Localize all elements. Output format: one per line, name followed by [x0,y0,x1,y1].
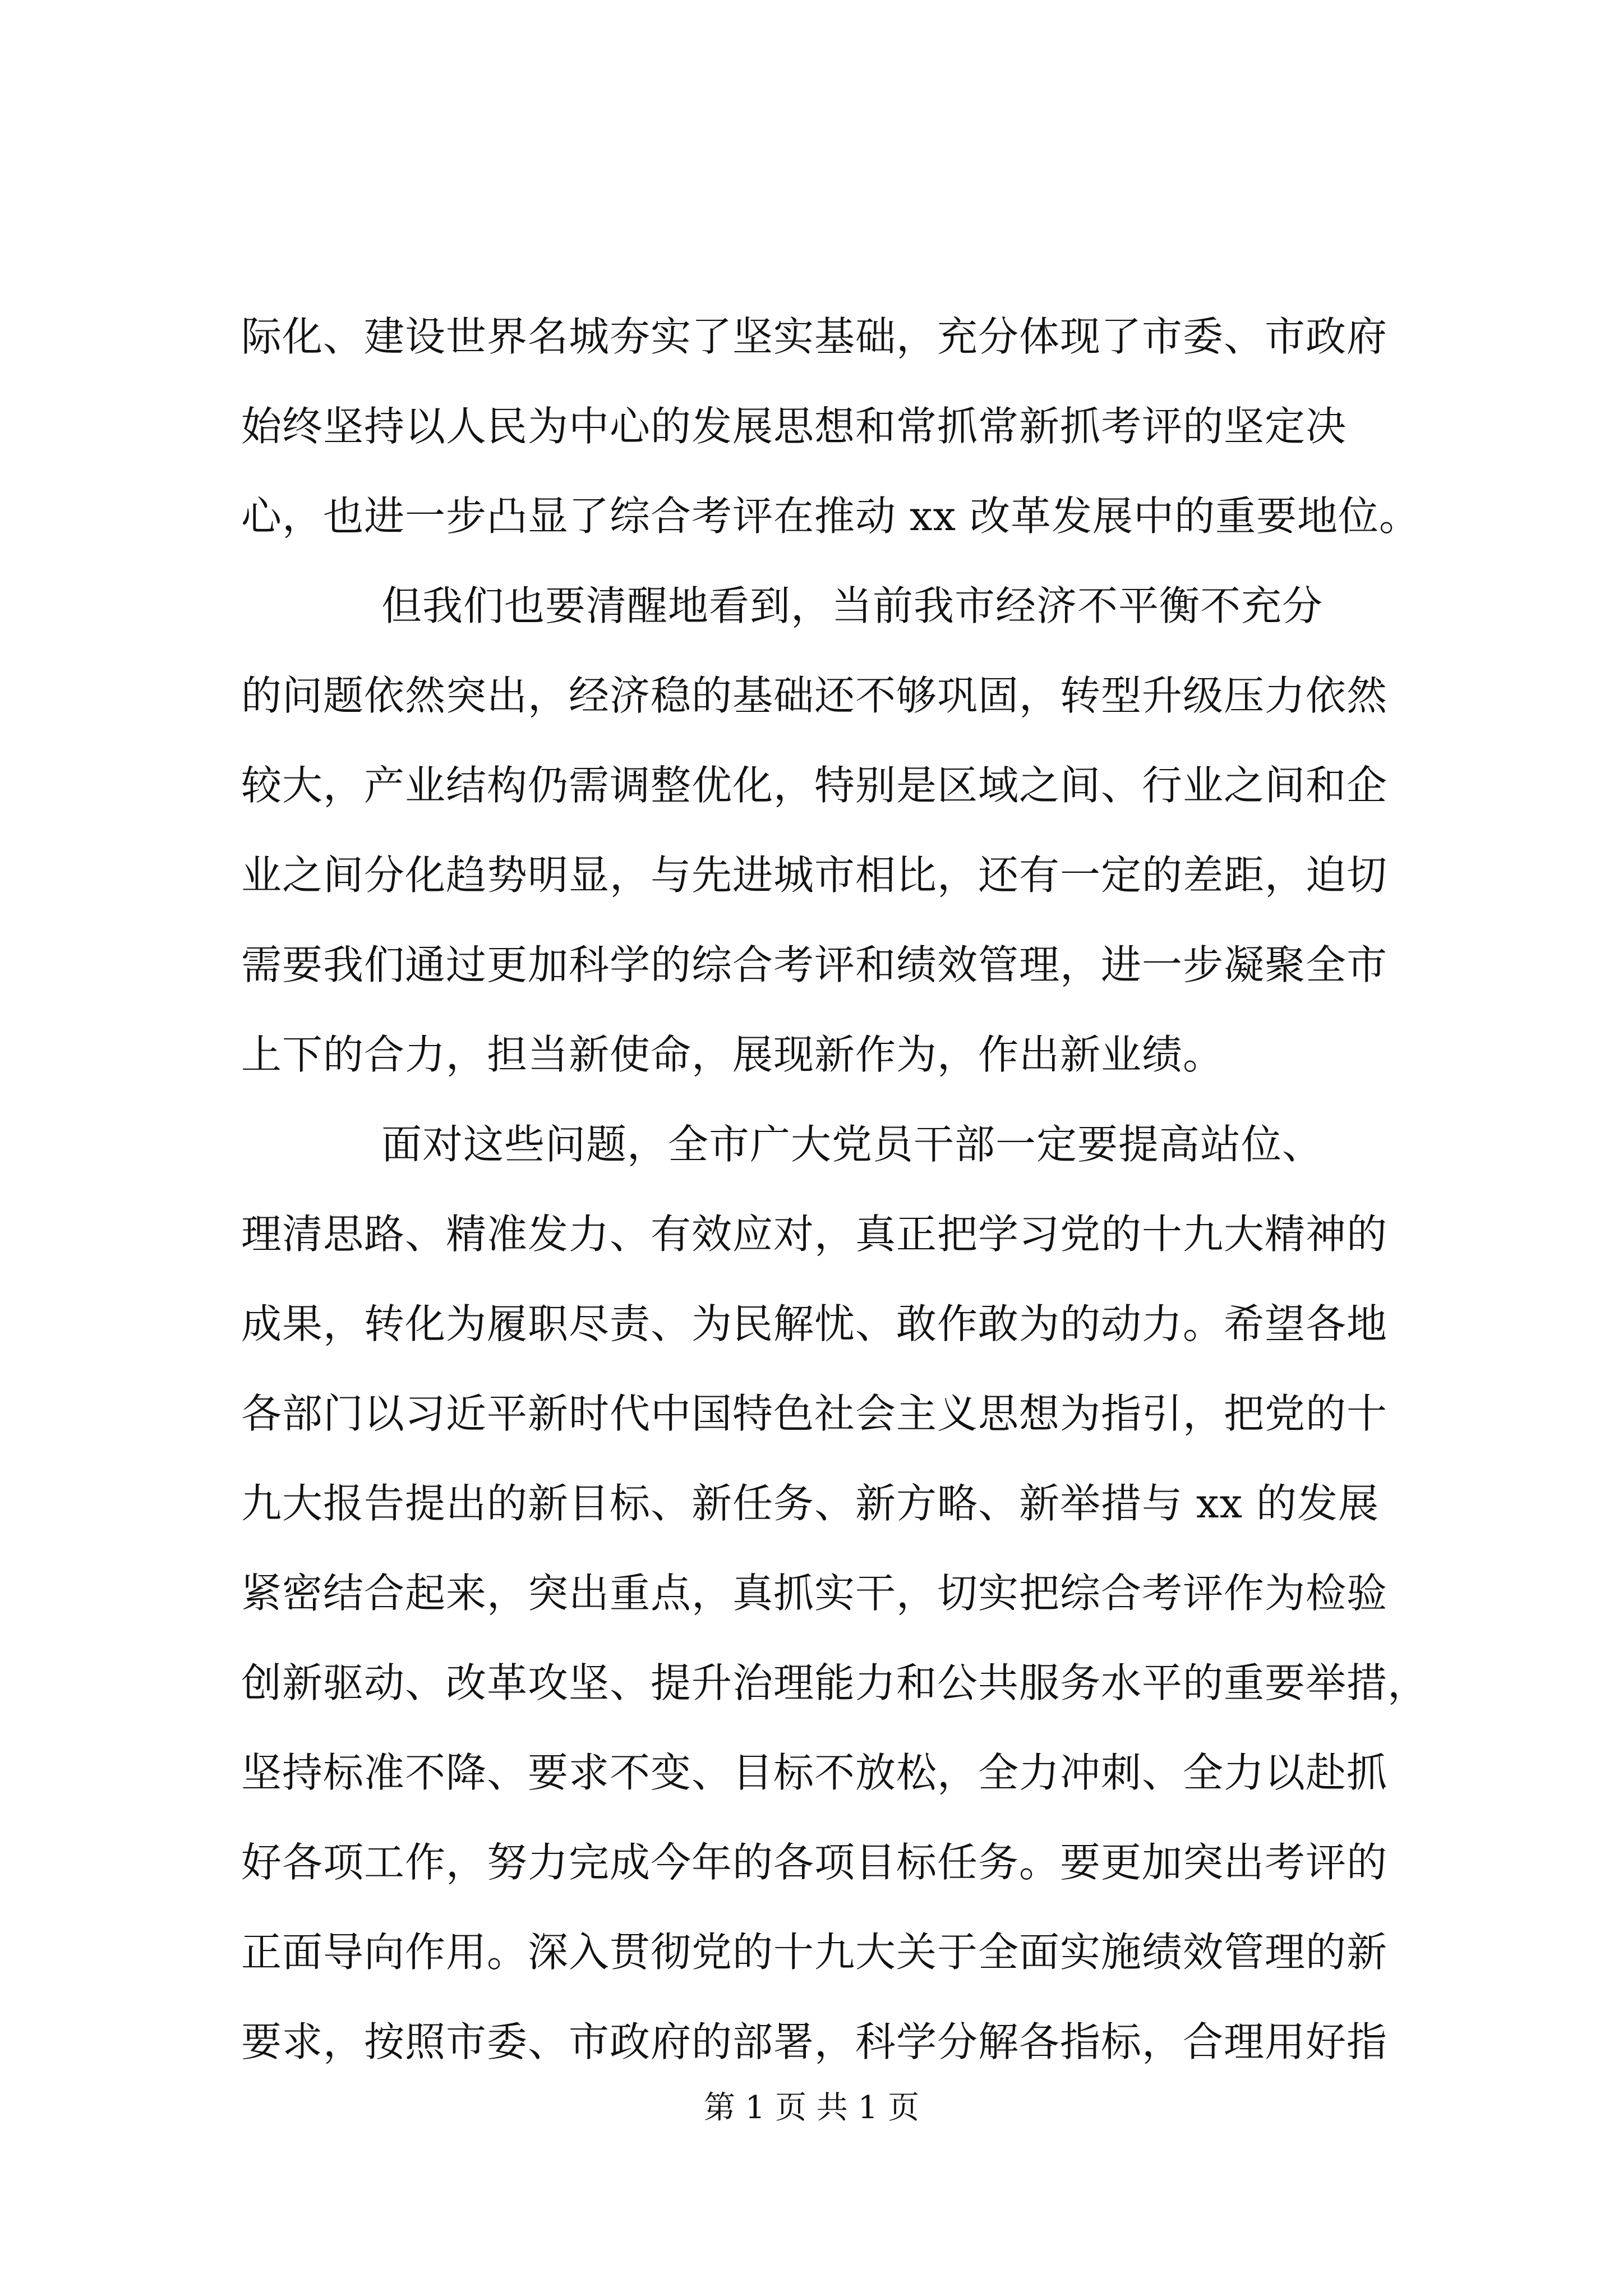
text-line: 各部门以习近平新时代中国特色社会主义思想为指引，把党的十 [241,1390,1388,1437]
text-line: 业之间分化趋势明显，与先进城市相比，还有一定的差距，迫切 [241,852,1388,899]
text-line: 九大报告提出的新目标、新任务、新方略、新举措与 xx 的发展 [241,1480,1379,1527]
text-line: 上下的合力，担当新使命，展现新作为，作出新业绩。 [241,1031,1224,1078]
text-line: 创新驱动、改革攻坚、提升治理能力和公共服务水平的重要举措， [241,1659,1429,1706]
text-line: 的问题依然突出，经济稳的基础还不够巩固，转型升级压力依然 [241,672,1388,719]
text-line: 好各项工作，努力完成今年的各项目标任务。要更加突出考评的 [241,1839,1388,1886]
text-line: 需要我们通过更加科学的综合考评和绩效管理，进一步凝聚全市 [241,941,1388,988]
text-line: 坚持标准不降、要求不变、目标不放松，全力冲刺、全力以赴抓 [241,1749,1388,1796]
text-line: 理清思路、精准发力、有效应对，真正把学习党的十九大精神的 [241,1211,1388,1258]
text-line: 成果，转化为履职尽责、为民解忧、敢作敢为的动力。希望各地 [241,1300,1388,1347]
text-line: 际化、建设世界名城夯实了坚实基础，充分体现了市委、市政府 [241,313,1388,360]
text-line: 较大，产业结构仍需调整优化，特别是区域之间、行业之间和企 [241,762,1388,809]
text-line: 始终坚持以人民为中心的发展思想和常抓常新抓考评的坚定决 [241,403,1347,450]
page-footer: 第 1 页 共 1 页 [703,2090,920,2126]
text-line: 心，也进一步凸显了综合考评在推动 xx 改革发展中的重要地位。 [241,493,1420,540]
text-line: 要求，按照市委、市政府的部署，科学分解各指标，合理用好指 [241,2018,1388,2065]
text-line: 紧密结合起来，突出重点，真抓实干，切实把综合考评作为检验 [241,1570,1388,1617]
paragraph-start-line: 面对这些问题，全市广大党员干部一定要提高站位、 [381,1121,1324,1168]
paragraph-start-line: 但我们也要清醒地看到，当前我市经济不平衡不充分 [381,582,1324,629]
text-line: 正面导向作用。深入贯彻党的十九大关于全面实施绩效管理的新 [241,1929,1388,1976]
